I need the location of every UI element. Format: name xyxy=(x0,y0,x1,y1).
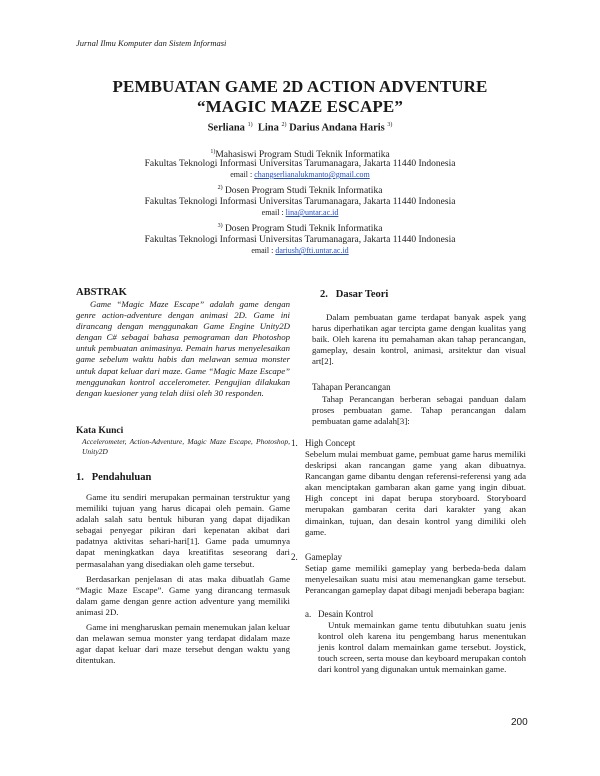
tahapan-heading: Tahapan Perancangan xyxy=(312,382,391,392)
abstract-heading: ABSTRAK xyxy=(76,287,127,298)
list-number-1: 1. xyxy=(291,438,298,448)
email-link-1[interactable]: changserlianalukmanto@gmail.com xyxy=(254,170,370,179)
sublist-label: a. xyxy=(305,609,312,619)
section-2-intro: Dalam pembuatan game terdapat banyak aspek yang harus diperhatikan agar tercipta game dengan kualitas yang baik. Oleh karena itu pemahaman akan tahap perancangan, gameplay, desain kontrol, animasi, arsitektur dan visual art[2]. xyxy=(312,312,526,367)
affiliation-1-line1: $^{1)}$Mahasiswi Program Studi Teknik Informatika xyxy=(210,149,390,161)
keywords-text: Accelerometer, Action-Adventure, Magic Maze Escape, Photoshop, Unity2D xyxy=(82,437,290,456)
sublist-body: Untuk memainkan game tentu dibutuhkan suatu jenis kontrol oleh karena itu pengembang harus menentukan jenis kontrol dalam memainkan game tersebut. Joystick, touch screen, serta mouse dan keyboard merupakan contoh dari kontrol yang digunakan untuk memainkan game. xyxy=(318,620,526,675)
list-number-2: 2. xyxy=(291,552,298,562)
section-1-body xyxy=(76,492,290,670)
email-link-3[interactable]: dariush@fti.untar.ac.id xyxy=(275,246,349,255)
list-body-2: Setiap game memiliki gameplay yang berbeda-beda dalam menyelesaikan suatu misi atau memenangkan game tersebut. Perancangan gameplay dapat dibagi menjadi beberapa bagian: xyxy=(305,563,526,596)
paragraph: Game itu sendiri merupakan permainan terstruktur yang memiliki tujuan yang harus dicapai oleh pemain. Game adalah salah satu bentuk hiburan yang dapat dijadikan sebagai penyegar pikiran dari kepenatan akibat dari padatnya aktivitas sehari-hari[1]. Game pada umumnya dapat meningkatkan daya kreatifitas seseorang dari permasalahan yang disediakan oleh game tersebut. xyxy=(76,492,290,569)
list-title-2: Gameplay xyxy=(305,552,342,562)
list-body-1: Sebelum mulai membuat game, pembuat game harus memiliki deskripsi akan rancangan game yang akan dibuatnya. Rancangan game dibantu dengan referensi-referensi yang ada akan menciptakan gambaran akan game yang ingin dibuat. High concept ini dapat berupa storyboard. Storyboard merupakan gambaran cerita dari karakter yang akan dimainkan, tujuan, dan desain kontrol yang dimiliki oleh game. xyxy=(305,449,526,537)
paper-title-line1: PEMBUATAN GAME 2D ACTION ADVENTURE xyxy=(112,77,488,96)
keywords-heading: Kata Kunci xyxy=(76,426,124,436)
affiliation-2-line1: $^{2)}$ Dosen Program Studi Teknik Informatika xyxy=(217,185,383,197)
sublist-title: Desain Kontrol xyxy=(318,609,374,619)
abstract-text: Game “Magic Maze Escape” adalah game dengan genre action-adventure dengan animasi 2D. Game ini dirancang dengan menggunakan Game Engine Unity2D dengan C# sebagai bahasa pemograman dan Photoshop untuk pembuatan animasinya. Pemain harus menyelesaikan game sebelum waktu habis dan melawan semua monster untuk dapat keluar dari maze. Game “Magic Maze Escape” menggunakan kontrol accelerometer. Pengujian dilakukan dengan kuesioner yang telah diisi oleh 30 responden. xyxy=(76,299,290,398)
affiliation-1-email: email : changserlianalukmanto@gmail.com xyxy=(230,170,370,179)
section-1-heading: 1. Pendahuluan xyxy=(76,472,152,483)
affiliation-3-line1: $^{3)}$ Dosen Program Studi Teknik Informatika xyxy=(217,223,383,235)
paragraph: Game ini mengharuskan pemain menemukan jalan keluar dan melawan semua monster yang terdapat didalam maze agar dapat keluar dari maze tersebut dengan waktu yang ditentukan. xyxy=(76,622,290,666)
affiliation-3-email: email : dariush@fti.untar.ac.id xyxy=(251,246,349,255)
section-2-heading: 2. Dasar Teori xyxy=(320,289,389,300)
author-2: Lina xyxy=(257,122,279,134)
author-line: Serliana $^{1)}$ Lina $^{2)}$ Darius Andana Haris $^{3)}$ xyxy=(207,122,393,134)
author-3: Darius Andana Haris xyxy=(289,122,385,134)
affiliation-2-line2: Fakultas Teknologi Informasi Universitas Tarumanagara, Jakarta 11440 Indonesia xyxy=(144,197,456,207)
affiliation-3-line2: Fakultas Teknologi Informasi Universitas Tarumanagara, Jakarta 11440 Indonesia xyxy=(144,235,456,245)
tahapan-text: Tahap Perancangan berberan sebagai panduan dalam proses pembuatan game. Tahap perancangan dalam pembuatan game adalah[3]: xyxy=(312,394,526,427)
journal-header: Jurnal Ilmu Komputer dan Sistem Informasi xyxy=(76,38,227,48)
email-link-2[interactable]: lina@untar.ac.id xyxy=(285,208,339,217)
affiliation-1-line2: Fakultas Teknologi Informasi Universitas Tarumanagara, Jakarta 11440 Indonesia xyxy=(144,159,456,169)
affiliation-2-email: email : lina@untar.ac.id xyxy=(261,208,339,217)
list-title-1: High Concept xyxy=(305,438,356,448)
paper-title-line2: “MAGIC MAZE ESCAPE” xyxy=(197,97,403,116)
paragraph: Berdasarkan penjelasan di atas maka dibuatlah Game “Magic Maze Escape”. Game yang dirancang termasuk dalam game dengan genre action adventure yang memiliki animasi 2D. xyxy=(76,573,290,617)
page-number: 200 xyxy=(511,717,528,728)
author-1: Serliana xyxy=(207,122,245,134)
